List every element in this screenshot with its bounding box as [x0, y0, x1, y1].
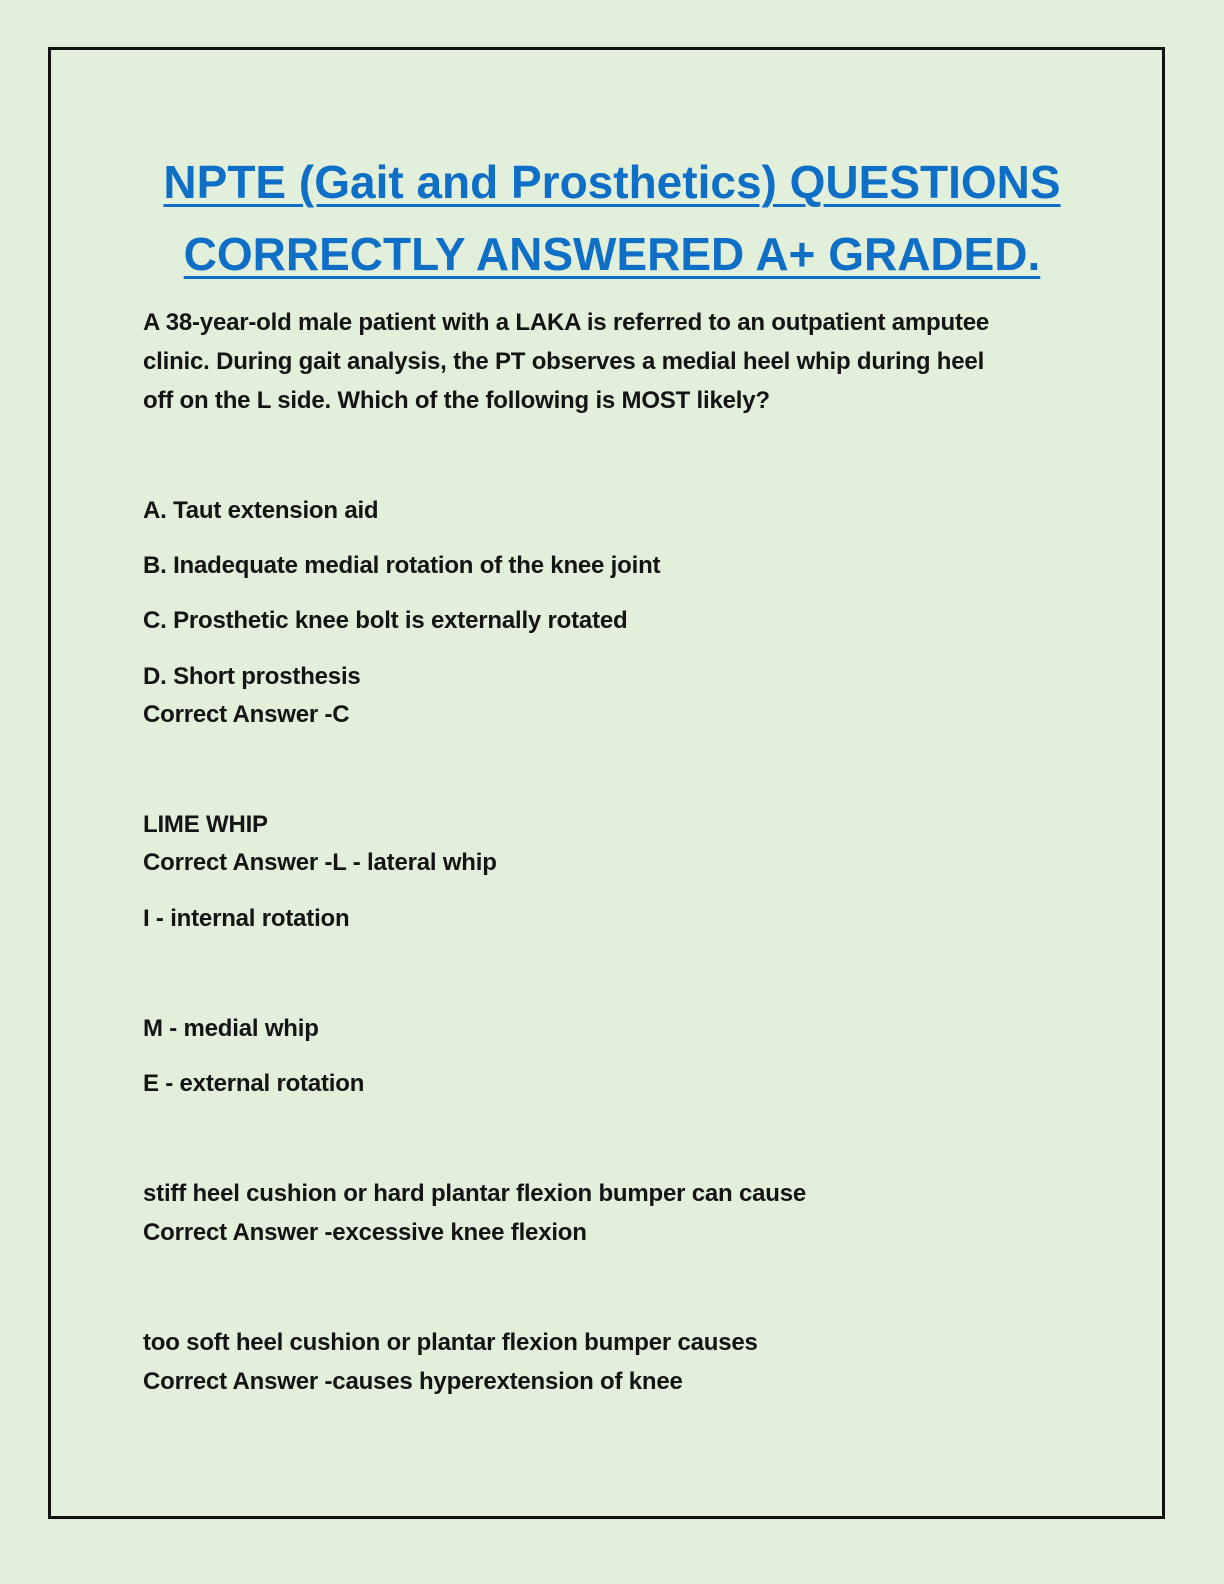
title-line-1: NPTE (Gait and Prosthetics) QUESTIONS: [163, 156, 1061, 208]
question-2-detail-3: E - external rotation: [143, 1070, 365, 1097]
question-2-detail-1: I - internal rotation: [143, 905, 350, 932]
question-4-prompt: too soft heel cushion or plantar flexion bumper causes: [143, 1329, 758, 1356]
question-4-answer: Correct Answer -causes hyperextension of knee: [143, 1368, 683, 1395]
question-1-answer: Correct Answer -C: [143, 701, 350, 728]
question-1-option-a: A. Taut extension aid: [143, 497, 379, 524]
question-3-answer: Correct Answer -excessive knee flexion: [143, 1219, 587, 1246]
document-title: [100, 146, 1124, 290]
question-3-prompt: stiff heel cushion or hard plantar flexion bumper can cause: [143, 1180, 807, 1207]
question-2-prompt: LIME WHIP: [143, 811, 268, 838]
title-line-2: CORRECTLY ANSWERED A+ GRADED.: [183, 228, 1041, 280]
question-1-stem-line-1: A 38-year-old male patient with a LAKA is referred to an outpatient amputee: [143, 309, 990, 336]
question-1-stem-line-2: clinic. During gait analysis, the PT observes a medial heel whip during heel: [143, 348, 985, 375]
question-1-option-d: D. Short prosthesis: [143, 663, 361, 690]
question-1-stem-line-3: off on the L side. Which of the following is MOST likely?: [143, 387, 770, 414]
question-2-detail-2: M - medial whip: [143, 1015, 319, 1042]
question-1-option-c: C. Prosthetic knee bolt is externally rotated: [143, 607, 628, 634]
question-1-option-b: B. Inadequate medial rotation of the knee joint: [143, 552, 661, 579]
question-2-answer: Correct Answer -L - lateral whip: [143, 849, 497, 876]
